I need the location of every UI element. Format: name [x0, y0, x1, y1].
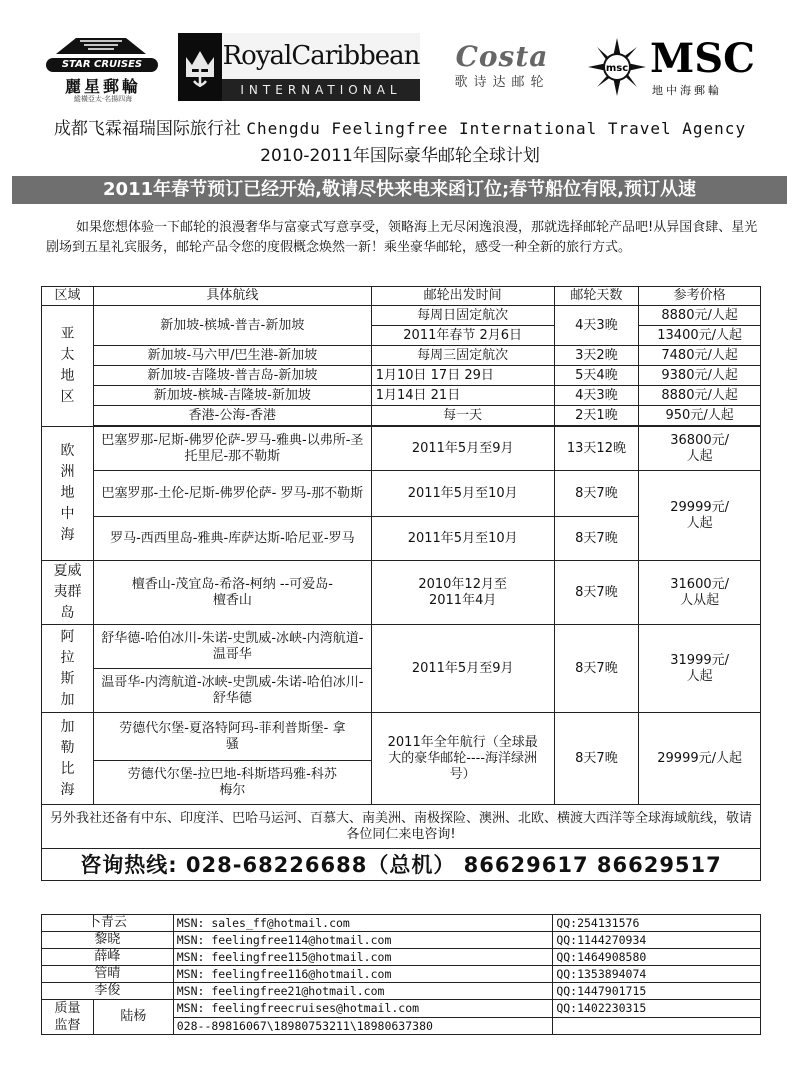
days-cell: 8天7晚	[554, 625, 639, 713]
star-ship-icon	[46, 32, 156, 56]
routes-table	[41, 286, 761, 881]
route-cell: 新加坡-槟城-普吉-新加坡	[93, 306, 371, 346]
table-row	[42, 471, 761, 517]
contact-qq[interactable]: QQ:1402230315	[553, 1000, 761, 1018]
plan-title: 2010-2011年国际豪华邮轮全球计划	[260, 146, 540, 166]
msc-name: MSC	[650, 35, 755, 82]
contact-name: 陆杨	[93, 1000, 173, 1035]
route-cell: 香港-公海-香港	[93, 406, 371, 426]
departure-cell: 2011年5月至10月	[371, 517, 554, 561]
contact-row	[42, 983, 761, 1000]
region-alaska: 阿拉斯加	[42, 625, 94, 713]
price-cell: 8880元/人起	[639, 386, 761, 406]
days-cell: 3天2晚	[554, 346, 639, 366]
contact-row	[42, 932, 761, 949]
price-cell: 31999元/人起	[639, 625, 761, 713]
note-row	[42, 805, 761, 849]
route-cell: 罗马-西西里岛-雅典-库萨达斯-哈尼亚-罗马	[93, 517, 371, 561]
days-cell: 8天7晚	[554, 561, 639, 625]
route-cell: 新加坡-槟城-吉隆坡-新加坡	[93, 386, 371, 406]
table-header-row	[42, 287, 761, 306]
contact-msn[interactable]: MSN: feelingfree114@hotmail.com	[173, 932, 553, 949]
other-routes-note: 另外我社还备有中东、印度洋、巴哈马运河、百慕大、南美洲、南极探险、澳洲、北欧、横渡大西洋等全球海域航线，敬请各位同仁来电咨询!	[42, 805, 761, 849]
region-asia: 亚太地区	[42, 306, 94, 427]
departure-cell: 2010年12月至2011年4月	[371, 561, 554, 625]
contact-qq[interactable]: QQ:1144270934	[553, 932, 761, 949]
contact-row	[42, 1000, 761, 1018]
contact-qq[interactable]: QQ:254131576	[553, 915, 761, 932]
contact-msn[interactable]: MSN: feelingfree115@hotmail.com	[173, 949, 553, 966]
svg-text:msc: msc	[605, 63, 629, 74]
agency-cn: 成都飞霖福瑞国际旅行社	[53, 119, 241, 139]
table-row	[42, 306, 761, 326]
price-cell: 9380元/人起	[639, 366, 761, 386]
contact-qq[interactable]: QQ:1447901715	[553, 983, 761, 1000]
table-row	[42, 427, 761, 471]
route-cell: 舒华德-哈伯冰川-朱诺-史凯威-冰峡-内湾航道-温哥华	[93, 625, 371, 669]
table-row	[42, 625, 761, 669]
booking-banner: 2011年春节预订已经开始,敬请尽快来电来函订位;春节船位有限,预订从速	[12, 176, 787, 204]
hotline: 咨询热线: 028-68226688（总机） 86629617 86629517	[42, 849, 761, 881]
table-row	[42, 406, 761, 426]
costa-logo	[424, 40, 580, 96]
table-row	[42, 561, 761, 625]
logo-strip	[0, 0, 800, 108]
region-hawaii: 夏威夷群岛	[42, 561, 94, 625]
header-departure: 邮轮出发时间	[371, 287, 554, 306]
header-price: 参考价格	[639, 287, 761, 306]
route-cell: 劳德代尔堡-拉巴地-科斯塔玛雅-科苏梅尔	[93, 761, 371, 805]
route-cell: 新加坡-吉隆坡-普吉岛-新加坡	[93, 366, 371, 386]
header-route: 具体航线	[93, 287, 371, 306]
days-cell: 8天7晚	[554, 471, 639, 517]
contact-name: 卜青云	[42, 915, 174, 932]
days-cell: 4天3晚	[554, 306, 639, 346]
table-row	[42, 386, 761, 406]
hotline-row	[42, 849, 761, 881]
table-row	[42, 366, 761, 386]
star-cruises-logo	[38, 28, 166, 103]
departure-cell: 2011年全年航行（全球最大的豪华邮轮----海洋绿洲号）	[371, 713, 554, 805]
price-cell: 7480元/人起	[639, 346, 761, 366]
royal-caribbean-crown-icon	[178, 33, 222, 101]
days-cell: 5天4晚	[554, 366, 639, 386]
contact-msn[interactable]: MSN: sales_ff@hotmail.com	[173, 915, 553, 932]
contact-phones[interactable]: 028--89816067\18980753211\18980637380	[173, 1017, 553, 1035]
costa-name: Costa	[455, 40, 549, 73]
contact-name: 管晴	[42, 966, 174, 983]
msc-compass-icon	[588, 38, 646, 96]
header-days: 邮轮天数	[554, 287, 639, 306]
empty-cell	[553, 1017, 761, 1035]
contact-qq[interactable]: QQ:1464908580	[553, 949, 761, 966]
intro-paragraph: 如果您想体验一下邮轮的浪漫奢华与富豪式写意享受，领略海上无尽闲逸浪漫，那就选择邮轮产品吧!从异国食肆、星光剧场到五星礼宾服务，邮轮产品令您的度假概念焕然一新！乘坐豪华邮轮，感受一种全新的旅行方式。	[46, 220, 758, 255]
royal-caribbean-sub: INTERNATIONAL	[222, 79, 420, 101]
price-cell: 36800元/人起	[639, 427, 761, 471]
contact-qq[interactable]: QQ:1353894074	[553, 966, 761, 983]
departure-cell: 1月14日 21日	[371, 386, 554, 406]
price-cell: 950元/人起	[639, 406, 761, 426]
agency-en: Chengdu Feelingfree International Travel Agency	[246, 119, 747, 138]
days-cell: 8天7晚	[554, 517, 639, 561]
header-region: 区域	[42, 287, 94, 306]
contact-name: 黎晓	[42, 932, 174, 949]
contact-row	[42, 966, 761, 983]
contacts-table	[41, 914, 761, 1035]
contact-msn[interactable]: MSN: feelingfree21@hotmail.com	[173, 983, 553, 1000]
contact-row	[42, 915, 761, 932]
table-row	[42, 346, 761, 366]
contact-name: 薛峰	[42, 949, 174, 966]
days-cell: 4天3晚	[554, 386, 639, 406]
route-cell: 巴塞罗那-土伦-尼斯-佛罗伦萨- 罗马-那不勒斯	[93, 471, 371, 517]
quality-supervision-label: 质量监督	[42, 1000, 94, 1035]
departure-cell: 2011年5月至9月	[371, 625, 554, 713]
msc-cn: 地中海郵輪	[652, 84, 722, 97]
route-cell: 新加坡-马六甲/巴生港-新加坡	[93, 346, 371, 366]
star-cruises-tagline: 縱橫亞太·名揚四海	[73, 95, 133, 103]
route-cell: 檀香山-茂宜岛-希洛-柯纳 --可爱岛-檀香山	[93, 561, 371, 625]
royal-caribbean-name: RoyalCaribbean	[222, 33, 420, 79]
departure-cell: 每一天	[371, 406, 554, 426]
departure-cell: 每周三固定航次	[371, 346, 554, 366]
contact-name: 李俊	[42, 983, 174, 1000]
contact-row	[42, 949, 761, 966]
route-cell: 巴塞罗那-尼斯-佛罗伦萨-罗马-雅典-以弗所-圣托里尼-那不勒斯	[93, 427, 371, 471]
days-cell: 8天7晚	[554, 713, 639, 805]
departure-cell: 2011年春节 2月6日	[371, 326, 554, 346]
price-cell: 8880元/人起	[639, 306, 761, 326]
contact-msn[interactable]: MSN: feelingfree116@hotmail.com	[173, 966, 553, 983]
days-cell: 2天1晚	[554, 406, 639, 426]
price-cell: 29999元/人起	[639, 713, 761, 805]
region-caribbean: 加勒比海	[42, 713, 94, 805]
price-cell: 31600元/人从起	[639, 561, 761, 625]
route-cell: 温哥华-内湾航道-冰峡-史凯威-朱诺-哈伯冰川-舒华德	[93, 669, 371, 713]
departure-cell: 1月10日 17日 29日	[371, 366, 554, 386]
departure-cell: 2011年5月至9月	[371, 427, 554, 471]
table-row	[42, 713, 761, 761]
route-cell: 劳德代尔堡-夏洛特阿玛-菲利普斯堡- 拿骚	[93, 713, 371, 761]
price-cell: 13400元/人起	[639, 326, 761, 346]
departure-cell: 每周日固定航次	[371, 306, 554, 326]
star-cruises-badge: STAR CRUISES	[46, 58, 158, 72]
costa-cn: 歌诗达邮轮	[454, 75, 550, 90]
price-cell: 29999元/人起	[639, 471, 761, 561]
contact-msn[interactable]: MSN: feelingfreecruises@hotmail.com	[173, 1000, 553, 1018]
region-europe: 欧洲地中海	[42, 427, 94, 561]
star-cruises-cn: 麗星郵輪	[64, 77, 141, 96]
agency-title	[0, 116, 800, 142]
days-cell: 13天12晚	[554, 427, 639, 471]
departure-cell: 2011年5月至10月	[371, 471, 554, 517]
